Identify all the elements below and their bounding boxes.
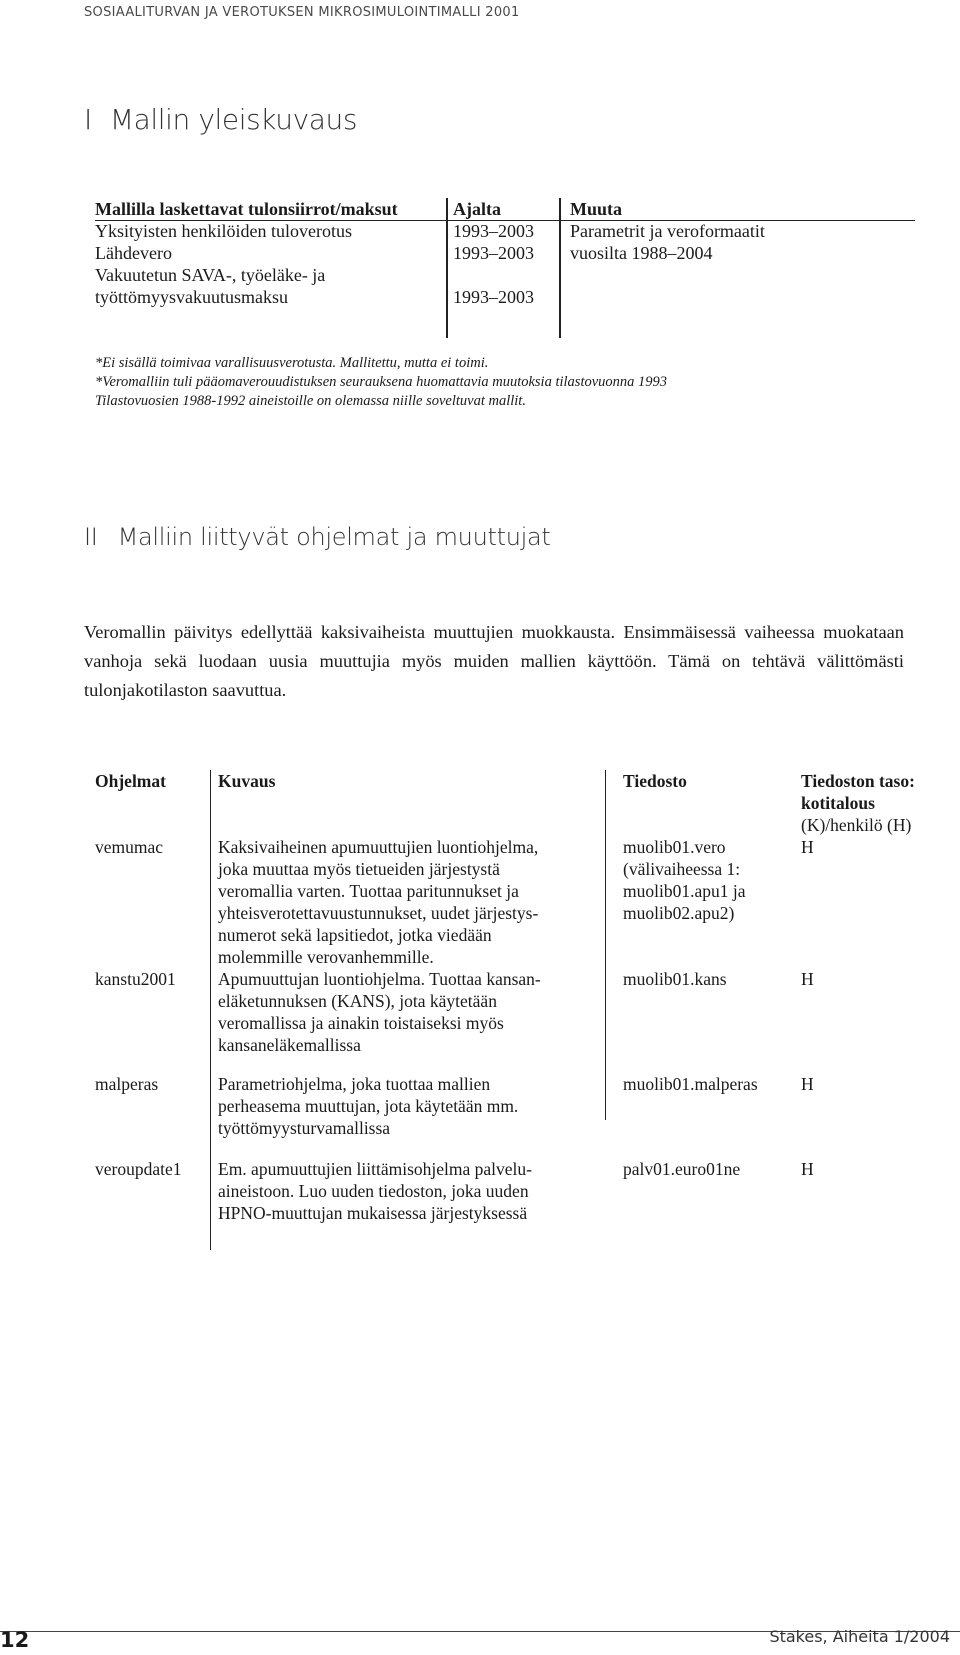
table-programs (95, 770, 925, 1260)
file-line: (välivaiheessa 1: (623, 859, 741, 879)
file-line: muolib01.vero (623, 837, 726, 857)
column-header-period: Ajalta (453, 199, 501, 219)
description-line: Parametriohjelma, joka tuottaa mallien (218, 1074, 491, 1094)
note-line: *Ei sisällä toimivaa varallisuusverotusta. Mallitettu, mutta ei toimi. (95, 355, 489, 371)
column-header-other: Muuta (570, 199, 623, 219)
description-line: Apumuuttujan luontiohjelma. Tuottaa kansan- (218, 969, 541, 989)
section-2-number: II (84, 523, 98, 551)
file-line: muolib01.malperas (623, 1074, 758, 1094)
column-header-level: Tiedoston taso: (801, 771, 915, 791)
section-2-title: Malliin liittyvät ohjelmat ja muuttujat (117, 523, 551, 551)
table-cell-period: 1993–2003 (453, 243, 534, 263)
table-cell-level: H (801, 969, 814, 989)
table-cell-program: vemumac (95, 837, 164, 857)
table-cell-file (623, 1073, 793, 1095)
table-cell-description (218, 1158, 603, 1224)
table-cell-file (623, 1158, 793, 1180)
column-divider (210, 770, 211, 1250)
description-line: veromallissa ja ainakin toistaiseksi myös (218, 1013, 504, 1033)
column-header-programs: Ohjelmat (95, 771, 166, 791)
table-cell-description (218, 836, 603, 968)
table-cell-other: Parametrit ja veroformaatit (570, 221, 765, 241)
file-line: muolib01.kans (623, 969, 727, 989)
table-cell-level: H (801, 1074, 814, 1094)
table-cell-description (218, 968, 603, 1056)
table-cell-level: H (801, 1159, 814, 1179)
table-cell-program: kanstu2001 (95, 969, 176, 989)
description-line: numerot sekä lapsitiedot, jotka viedään (218, 925, 492, 945)
description-line: molemmille verovanhemmille. (218, 947, 434, 967)
column-divider (605, 770, 606, 1120)
body-paragraph: Veromallin päivitys edellyttää kaksivaiheista muuttujien muokkausta. Ensimmäisessä vaiheessa muokataan vanhoja sekä luodaan uusia muuttujia myös muiden mallien käyttöön. Tämä on tehtävä välittömästi tulonjakotilaston saavuttua. (84, 622, 904, 700)
description-line: veromallia varten. Tuottaa paritunnukset ja (218, 881, 519, 901)
column-header-description: Kuvaus (218, 771, 276, 791)
table-cell-item: Vakuutetun SAVA-, työeläke- ja (95, 265, 326, 285)
section-2-heading (84, 523, 551, 551)
description-line: kansaneläkemallissa (218, 1035, 361, 1055)
description-line: perheasema muuttujan, jota käytetään mm. (218, 1096, 519, 1116)
table-cell-other: vuosilta 1988–2004 (570, 243, 713, 263)
column-header-level-line: kotitalous (801, 793, 875, 813)
file-line: muolib02.apu2) (623, 903, 735, 923)
table-cell-program: veroupdate1 (95, 1159, 182, 1179)
table-cell-file (623, 968, 793, 990)
column-header-level-line: (K)/henkilö (H) (801, 815, 912, 835)
file-line: muolib01.apu1 ja (623, 881, 746, 901)
footer-publication: Stakes, Aiheita 1/2004 (769, 1627, 950, 1646)
table-computed-transfers (95, 198, 915, 338)
running-head: SOSIAALITURVAN JA VEROTUKSEN MIKROSIMULOINTIMALLI 2001 (84, 5, 520, 20)
description-line: eläketunnuksen (KANS), jota käytetään (218, 991, 497, 1011)
section-1-number: I (84, 103, 92, 136)
column-header-file: Tiedosto (623, 771, 687, 791)
table-cell-period: 1993–2003 (453, 287, 534, 307)
table-cell-file (623, 836, 793, 924)
table-cell-item: työttömyysvakuutusmaksu (95, 287, 288, 307)
section-1-heading (84, 103, 357, 136)
note-line: Tilastovuosien 1988-1992 aineistoille on olemassa niille soveltuvat mallit. (95, 393, 526, 409)
column-divider (559, 198, 561, 338)
description-line: Em. apumuuttujien liittämisohjelma palvelu- (218, 1159, 532, 1179)
description-line: yhteisverotettavuustunnukset, uudet järjestys- (218, 903, 539, 923)
table-cell-level: H (801, 837, 814, 857)
description-line: joka muuttaa myös tietueiden järjestystä (218, 859, 500, 879)
description-line: työttömyysturvamallissa (218, 1118, 391, 1138)
column-divider (446, 198, 448, 338)
table-cell-program: malperas (95, 1074, 159, 1094)
file-line: palv01.euro01ne (623, 1159, 741, 1179)
table-cell-description (218, 1073, 603, 1139)
table-notes (95, 354, 667, 411)
description-line: aineistoon. Luo uuden tiedoston, joka uuden (218, 1181, 529, 1201)
note-line: *Veromalliin tuli pääomaverouudistuksen seurauksena huomattavia muutoksia tilastovuonna 1993 (95, 374, 668, 390)
table-cell-item: Lähdevero (95, 243, 172, 263)
description-line: Kaksivaiheinen apumuuttujien luontiohjelma, (218, 837, 539, 857)
page-number: 12 (0, 1628, 30, 1652)
table-cell-period: 1993–2003 (453, 221, 534, 241)
section-1-title: Mallin yleiskuvaus (109, 103, 358, 136)
column-header-item: Mallilla laskettavat tulonsiirrot/maksut (95, 199, 398, 219)
description-line: HPNO-muuttujan mukaisessa järjestyksessä (218, 1203, 528, 1223)
table-cell-item: Yksityisten henkilöiden tuloverotus (95, 221, 352, 241)
